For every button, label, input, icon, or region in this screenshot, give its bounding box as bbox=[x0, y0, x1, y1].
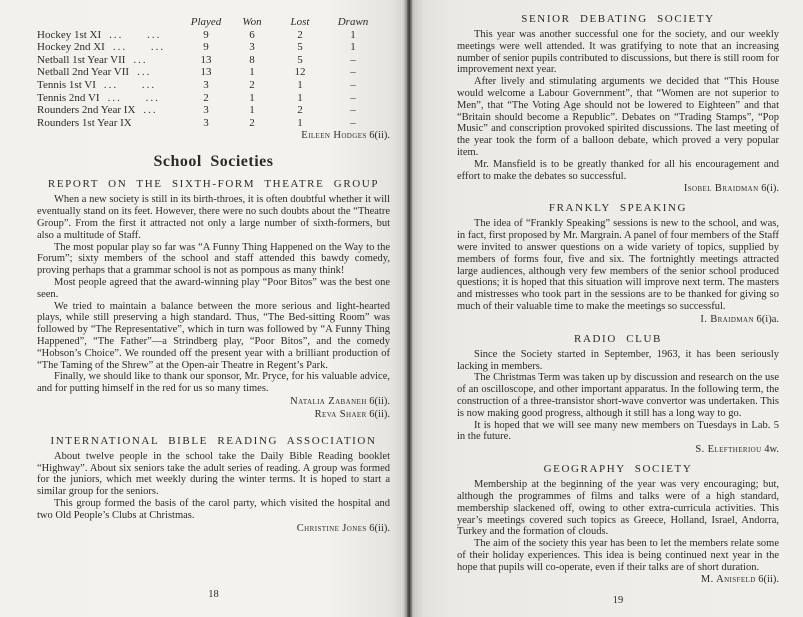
col-header-drawn: Drawn bbox=[337, 16, 369, 28]
page-right bbox=[412, 0, 803, 617]
table-header-spacer bbox=[37, 16, 183, 29]
dot-leader: ... bbox=[133, 53, 148, 66]
team-label: Netball 2nd Year VII bbox=[37, 66, 130, 79]
lost-value: 2 bbox=[297, 104, 303, 117]
section-heading-radio-club: RADIO CLUB bbox=[574, 332, 662, 345]
section-heading-debating-society: SENIOR DEBATING SOCIETY bbox=[521, 13, 715, 25]
signature-name: Isobel Braidman bbox=[683, 183, 759, 195]
table-row bbox=[37, 66, 390, 79]
drawn-value: – bbox=[350, 78, 356, 91]
played-value: 13 bbox=[200, 66, 212, 79]
dot-leader: ... ... bbox=[107, 91, 160, 104]
section-body-bible-association bbox=[37, 451, 390, 522]
section-heading-geography-society: GEOGRAPHY SOCIETY bbox=[543, 463, 693, 476]
page-number-right: 19 bbox=[612, 595, 624, 606]
table-row bbox=[37, 79, 390, 92]
section-signature bbox=[37, 409, 390, 421]
paragraph: The most popular play so far was “A Funny Thing Happened on the Way to the Forum”; sixty members of the school and staff attended this bawdy comedy, proving perhaps that a grammar school is not as pompous as many think! bbox=[37, 241, 390, 277]
lost-value: 5 bbox=[297, 53, 303, 66]
team-label: Hockey 2nd XI bbox=[37, 41, 105, 54]
signature-form: 6(ii). bbox=[369, 408, 390, 420]
dot-leader: ... ... bbox=[112, 41, 166, 54]
table-header-row bbox=[37, 16, 390, 29]
lost-value: 5 bbox=[297, 41, 303, 54]
table-row bbox=[37, 104, 390, 117]
drawn-value: 1 bbox=[350, 41, 356, 54]
section-signature bbox=[457, 574, 779, 586]
page-number-left: 18 bbox=[208, 589, 219, 600]
paragraph: The Christmas Term was taken up by discussion and research on the use of an oscilloscope, and other important apparatus. In the following term, the construction of a three-transistor short-wave convertor was undertaken. This is now making good progress, although it still has a long way to go. bbox=[457, 372, 779, 419]
won-value: 6 bbox=[249, 28, 255, 41]
signature-form: 6(ii). bbox=[369, 395, 390, 407]
signature-form: 6(i)a. bbox=[756, 313, 779, 325]
section-heading-bible-association: INTERNATIONAL BIBLE READING ASSOCIATION bbox=[50, 434, 377, 447]
section-signature bbox=[457, 183, 779, 195]
won-value: 2 bbox=[249, 116, 255, 129]
dot-leader: ... ... bbox=[109, 28, 162, 41]
signature-name: S. Eleftheriou bbox=[695, 444, 762, 456]
won-value: 2 bbox=[249, 78, 255, 91]
played-value: 3 bbox=[203, 104, 209, 117]
section-body-debating-society bbox=[457, 29, 779, 182]
signature-form: 6(ii). bbox=[369, 522, 390, 534]
paragraph: It is hoped that we will see many new members on Tuesdays in Lab. 5 in the future. bbox=[457, 419, 779, 443]
col-header-lost: Lost bbox=[290, 16, 310, 28]
table-row bbox=[37, 41, 390, 54]
lost-value: 2 bbox=[297, 28, 303, 41]
section-signature bbox=[457, 314, 779, 326]
played-value: 3 bbox=[203, 116, 209, 129]
won-value: 1 bbox=[249, 104, 255, 117]
signature-name: Reva Shaer bbox=[314, 408, 367, 420]
signature-name: I. Braidman bbox=[700, 313, 754, 325]
section-heading-theatre-group: REPORT ON THE SIXTH-FORM THEATRE GROUP bbox=[47, 178, 380, 191]
dot-leader: ... bbox=[137, 66, 152, 79]
table-row bbox=[37, 92, 390, 105]
table-row bbox=[37, 117, 390, 130]
lost-value: 12 bbox=[294, 66, 306, 79]
played-value: 9 bbox=[203, 28, 209, 41]
dot-leader: ... bbox=[143, 104, 158, 117]
paragraph: When a new society is still in its birth-throes, it is often doubtful whether it will eventually stand on its feet. However, there were no such doubts about the “Theatre Group”. From the first it attracted not only a large number of sixth-formers, but also a multitude of Staff. bbox=[37, 194, 390, 241]
lost-value: 1 bbox=[297, 78, 303, 91]
paragraph: This year was another successful one for the society, and our weekly meetings were well attended. It was gratifying to note that an increasing number of senior pupils contributed to discussions, but there is still room for improvement next year. bbox=[457, 29, 779, 76]
signature-form: 4w. bbox=[764, 444, 779, 456]
paragraph: Since the Society started in September, 1963, it has been seriously lacking in members. bbox=[457, 348, 779, 372]
signature-form: 6(ii). bbox=[758, 574, 779, 586]
team-label: Netball 1st Year VII bbox=[37, 53, 126, 66]
drawn-value: – bbox=[350, 116, 356, 129]
col-header-played: Played bbox=[190, 16, 222, 28]
col-header-won: Won bbox=[242, 16, 262, 28]
team-label: Tennis 2nd VI bbox=[37, 91, 100, 104]
drawn-value: – bbox=[350, 91, 356, 104]
section-signature bbox=[37, 396, 390, 408]
table-row bbox=[37, 29, 390, 42]
played-value: 13 bbox=[200, 53, 212, 66]
team-label: Rounders 2nd Year IX bbox=[37, 104, 136, 117]
played-value: 9 bbox=[203, 41, 209, 54]
section-heading-frankly-speaking: FRANKLY SPEAKING bbox=[548, 202, 688, 215]
paragraph: After lively and stimulating arguments we decided that “This House would welcome a Labour Government”, that “Women are not superior to Men”, that “The Voting Age should not be lowered to Eighteen” and that “Britain should become a Republic”. Debates on “Trading Stamps”, “Pop Music” and conscription provoked spirited discussions. The last meeting of the year took the form of a balloon debate, which proved a very popular item. bbox=[457, 76, 779, 158]
paragraph: About twelve people in the school take the Daily Bible Reading booklet “Highway”. About six seniors take the adult series of reading. A group was formed for the juniors, which met weekly during the winter terms. It is hoped to start a similar group for the seniors. bbox=[37, 450, 390, 498]
paragraph: We tried to maintain a balance between the more serious and light-hearted plays, while still preserving a high standard. Thus, “The Bed-sitting Room” was followed by “The Representative”, which in turn was followed by “A Funny Thing Happened”, “The Father”—a Strindberg play, “Poor Bitos”, and the comedy “Hobson’s Choice”. We rounded off the present year with a brilliant production of “The Taming of the Shrew” at the Open-air Theatre in Regent’s Park. bbox=[37, 300, 390, 371]
won-value: 8 bbox=[249, 53, 255, 66]
paragraph: Membership at the beginning of the year was very encouraging; but, although the programmes of films and talks were of a high standard, membership slackened off, owing to other extra-curricula activities. This year’s meetings covered such topics as Greece, Holland, Israel, Andorra, Turkey and the formation of clouds. bbox=[457, 479, 779, 538]
signature-name: Natalia Zabaneh bbox=[290, 395, 367, 407]
played-value: 2 bbox=[203, 91, 209, 104]
team-label: Hockey 1st XI bbox=[37, 28, 102, 41]
signature-form: 6(i). bbox=[761, 183, 779, 195]
won-value: 1 bbox=[249, 66, 255, 79]
team-label: Rounders 1st Year IX bbox=[37, 116, 132, 129]
table-row bbox=[37, 54, 390, 67]
lost-value: 1 bbox=[297, 91, 303, 104]
played-value: 3 bbox=[203, 78, 209, 91]
table-signature bbox=[37, 130, 390, 142]
paragraph: The aim of the society this year has been to let the members relate some of their holiday experiences. This idea is being continued next year in the hope that pupils will co-operate, even if their talks are of short duration. bbox=[457, 538, 779, 573]
drawn-value: – bbox=[350, 104, 356, 117]
paragraph: Mr. Mansfield is to be greatly thanked for all his encouragement and effort to make the debates so successful. bbox=[457, 158, 779, 182]
section-signature bbox=[457, 444, 779, 456]
team-label: Tennis 1st VI bbox=[37, 78, 96, 91]
signature-name: Christine Jones bbox=[296, 522, 367, 534]
won-value: 1 bbox=[249, 91, 255, 104]
section-body-frankly-speaking bbox=[457, 218, 779, 312]
section-body-theatre-group bbox=[37, 194, 390, 395]
drawn-value: – bbox=[350, 66, 356, 79]
drawn-value: 1 bbox=[350, 28, 356, 41]
drawn-value: – bbox=[350, 53, 356, 66]
page-title: School Societies bbox=[153, 153, 274, 171]
signature-form: 6(ii). bbox=[369, 130, 390, 142]
sports-results-table bbox=[37, 16, 390, 129]
paragraph: Finally, we should like to thank our sponsor, Mr. Pryce, for his valuable advice, and for putting himself in the red for us so many times. bbox=[37, 371, 390, 395]
paragraph: The idea of “Frankly Speaking” sessions is new to the school, and was, in fact, first proposed by Mr. Margrain. A panel of four members of the Staff were invited to answer questions on a wide variety of topics, supplied by members of forms four, five and six. The fortnightly meetings attracted large audiences, although very few members of the senior school produced questions; it is hoped that this situation will improve next term. The masters and mistresses who took part in the sessions are to be thanked for giving so much of their valuable time to make the meetings so successful. bbox=[457, 218, 779, 312]
section-signature bbox=[37, 523, 390, 535]
signature-name: Eileen Hodges bbox=[301, 130, 367, 142]
won-value: 3 bbox=[249, 41, 255, 54]
section-body-radio-club bbox=[457, 349, 779, 443]
dot-leader: ... ... bbox=[103, 78, 157, 91]
paragraph: Most people agreed that the award-winning play “Poor Bitos” was the best one seen. bbox=[37, 276, 390, 300]
lost-value: 1 bbox=[297, 116, 303, 129]
section-body-geography-society bbox=[457, 479, 779, 573]
paragraph: This group formed the basis of the carol party, which visited the hospital and two Old People’s Clubs at Christmas. bbox=[37, 498, 390, 521]
signature-name: M. Anisfeld bbox=[700, 574, 756, 586]
book-gutter bbox=[403, 0, 414, 617]
